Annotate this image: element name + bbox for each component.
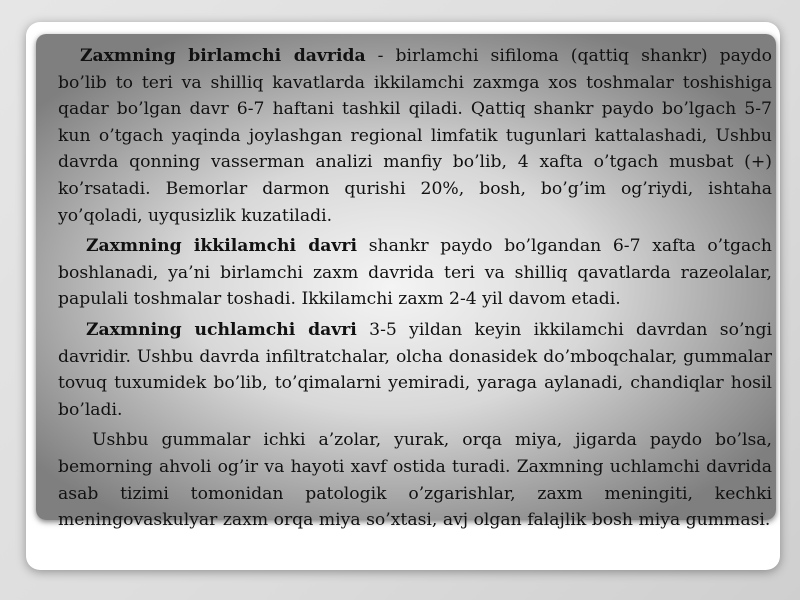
paragraph-text: - birlamchi sifiloma (qattiq shankr) paydo bo’lib to teri va shilliq kavatlarda ikkilamchi zaxmga xos toshmalar toshishiga qadar bo’lgan davr 6-7 haftani tashkil qiladi. Qattiq shankr paydo bo’lgach 5-7 kun o’tgach yaqinda joylashgan regional limfatik tugunlari kattalashadi, Ushbu davrda qonning vasserman analizi manfiy bo’lib, 4 xafta o’tgach musbat (+) ko’rsatadi. Bemorlar darmon qurishi 20%, bosh, bo’g’im og’riydi, ishtaha yo’qoladi, uyqusizlik kuzatiladi. bbox=[58, 46, 772, 226]
paragraph-gumma-effects bbox=[58, 427, 772, 533]
paragraph-secondary-period bbox=[58, 233, 772, 313]
paragraph-heading: Zaxmning ikkilamchi davri bbox=[86, 236, 358, 257]
paragraph-text: 3-5 yildan keyin ikkilamchi davrdan so’ngi davridir. Ushbu davrda infiltratchalar, olcha donasidek do’mboqchalar, gummalar tovuq tuxumidek bo’lib, to’qimalarni yemiradi, yaraga aylanadi, chandiqlar hosil bo’ladi. bbox=[58, 319, 772, 420]
paragraph-heading: Zaxmning uchlamchi davri bbox=[86, 319, 357, 340]
paragraph-heading: Zaxmning birlamchi davrida bbox=[80, 46, 366, 66]
slide-body bbox=[58, 43, 772, 538]
paragraph-tertiary-period bbox=[58, 317, 772, 423]
paragraph-text: shankr paydo bo’lgandan 6-7 xafta o’tgach boshlanadi, ya’ni birlamchi zaxm davrida teri va shilliq qavatlarda razeolalar, papulali toshmalar toshadi. Ikkilamchi zaxm 2-4 yil davom etadi. bbox=[58, 236, 772, 310]
paragraph-primary-period bbox=[58, 43, 772, 229]
paragraph-text: Ushbu gummalar ichki a’zolar, yurak, orqa miya, jigarda paydo bo’lsa, bemorning ahvoli og’ir va hayoti xavf ostida turadi. Zaxmning uchlamchi davrida asab tizimi tomonidan patologik o’zgarishlar, zaxm meningiti, kechki meningovaskulyar zaxm orqa miya so’xtasi, avj olgan falajlik bosh miya gummasi. bbox=[58, 430, 772, 531]
